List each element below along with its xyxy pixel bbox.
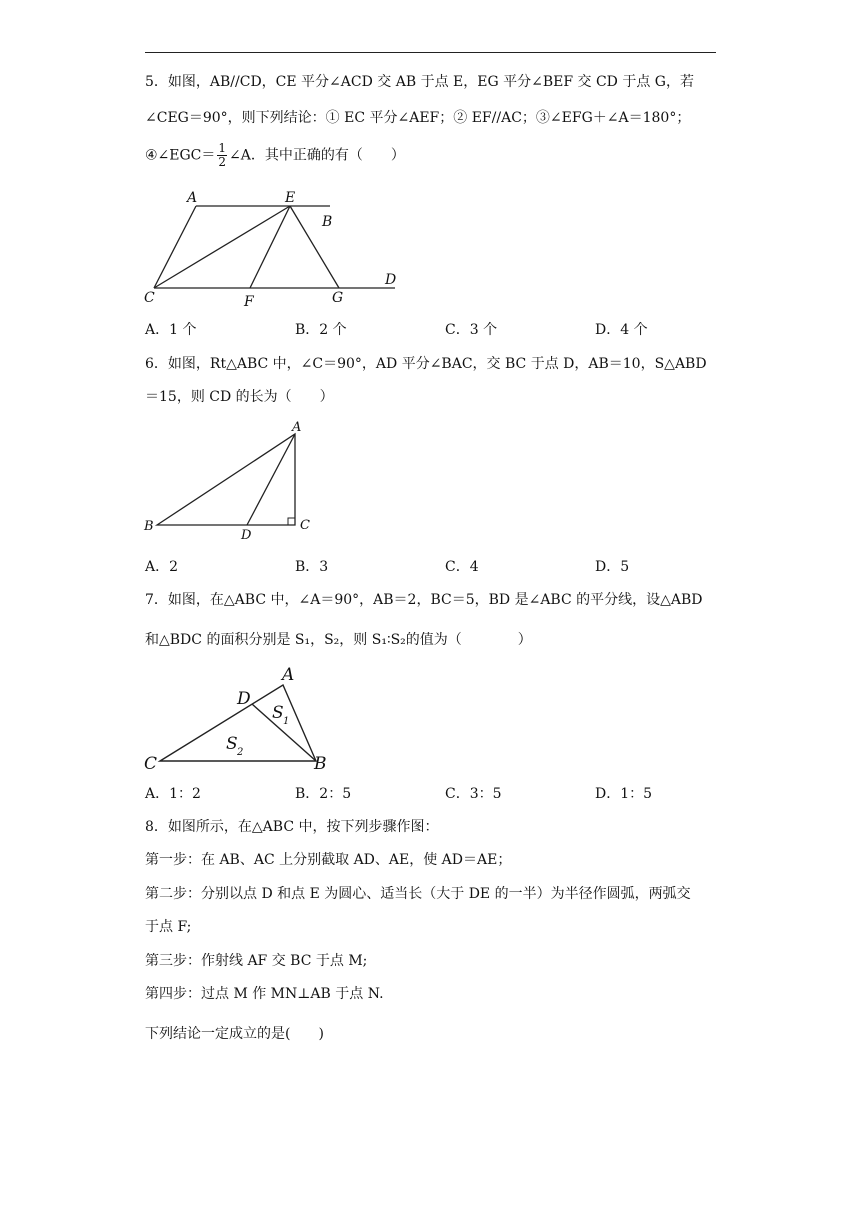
q5-label-f: F xyxy=(244,294,254,309)
header-rule xyxy=(145,52,716,53)
q8-line1: 8．如图所示，在△ABC 中，按下列步骤作图： xyxy=(145,819,439,835)
q5-label-e: E xyxy=(285,190,296,206)
q8-step1: 第一步：在 AB、AC 上分别截取 AD、AE，使 AD＝AE； xyxy=(145,852,512,868)
q8-step2b: 于点 F; xyxy=(145,919,192,935)
q5-label-d: D xyxy=(385,272,397,288)
q5-label-b: B xyxy=(322,214,333,230)
q5-line3-post: ∠A．其中正确的有（ ） xyxy=(229,147,405,164)
q7-option-d[interactable]: D．1：5 xyxy=(595,786,653,802)
q5-option-d[interactable]: D．4 个 xyxy=(595,322,648,338)
q7-label-a: A xyxy=(282,665,295,685)
q7-line2: 和△BDC 的面积分别是 S₁，S₂，则 S₁∶S₂的值为（ ） xyxy=(145,632,532,648)
q5-label-a: A xyxy=(187,190,198,206)
q6-triangle-abc xyxy=(157,434,295,525)
q8-step3: 第三步：作射线 AF 交 BC 于点 M; xyxy=(145,953,368,969)
q7-label-d: D xyxy=(237,689,251,709)
q8-step2a: 第二步：分别以点 D 和点 E 为圆心、适当长（大于 DE 的一半）为半径作圆弧，两弧交 xyxy=(145,886,691,902)
q5-line1: 5．如图，AB//CD，CE 平分∠ACD 交 AB 于点 E，EG 平分∠BEF 交 CD 于点 G，若 xyxy=(145,74,694,90)
q5-figure xyxy=(140,184,420,309)
q7-label-b: B xyxy=(314,754,327,774)
q7-option-c[interactable]: C．3：5 xyxy=(445,786,502,802)
q6-label-b: B xyxy=(144,519,154,534)
q6-option-b[interactable]: B．3 xyxy=(295,559,329,575)
q5-line2: ∠CEG＝90°，则下列结论：① EC 平分∠AEF；② EF//AC；③∠EFG＋∠A＝180°； xyxy=(145,110,691,126)
q5-label-g: G xyxy=(332,290,344,306)
q7-line1: 7．如图，在△ABC 中，∠A＝90°，AB＝2，BC＝5，BD 是∠ABC 的平分线，设△ABD xyxy=(145,592,703,608)
q5-frac-num: 1 xyxy=(218,141,227,155)
q5-option-a[interactable]: A．1 个 xyxy=(145,322,197,338)
q6-figure xyxy=(140,416,330,546)
q7-figure xyxy=(140,658,340,776)
q6-segment-ad xyxy=(247,434,295,525)
q5-option-b[interactable]: B．2 个 xyxy=(295,322,347,338)
q8-question: 下列结论一定成立的是( ) xyxy=(145,1026,324,1042)
q6-line1: 6．如图，Rt△ABC 中，∠C＝90°，AD 平分∠BAC，交 BC 于点 D，AB＝10，S△ABD xyxy=(145,356,707,372)
q7-option-a[interactable]: A．1：2 xyxy=(145,786,201,802)
q5-line3-pre: ④∠EGC＝ xyxy=(145,147,216,164)
q7-label-s1-sub: 1 xyxy=(283,716,290,727)
q8-step4: 第四步：过点 M 作 MN⊥AB 于点 N. xyxy=(145,986,384,1002)
q5-option-c[interactable]: C．3 个 xyxy=(445,322,498,338)
q7-label-s2-sub: 2 xyxy=(237,747,244,758)
q5-line3 xyxy=(145,142,405,169)
q6-label-d: D xyxy=(241,528,252,543)
q5-frac-den: 2 xyxy=(218,155,227,169)
q7-label-s2: S xyxy=(226,734,238,754)
q6-option-d[interactable]: D．5 xyxy=(595,559,630,575)
q5-fraction xyxy=(217,142,227,169)
q7-label-s1: S xyxy=(272,703,284,723)
q7-label-c: C xyxy=(144,754,158,774)
q6-label-c: C xyxy=(300,518,310,533)
q6-right-angle-mark xyxy=(288,518,295,525)
q6-option-c[interactable]: C．4 xyxy=(445,559,479,575)
q7-segment-bd xyxy=(252,704,316,761)
q6-label-a: A xyxy=(292,420,302,435)
q6-option-a[interactable]: A．2 xyxy=(145,559,179,575)
q5-label-c: C xyxy=(144,290,155,306)
q6-line2: ＝15，则 CD 的长为（ ） xyxy=(145,389,334,405)
q7-option-b[interactable]: B．2：5 xyxy=(295,786,352,802)
